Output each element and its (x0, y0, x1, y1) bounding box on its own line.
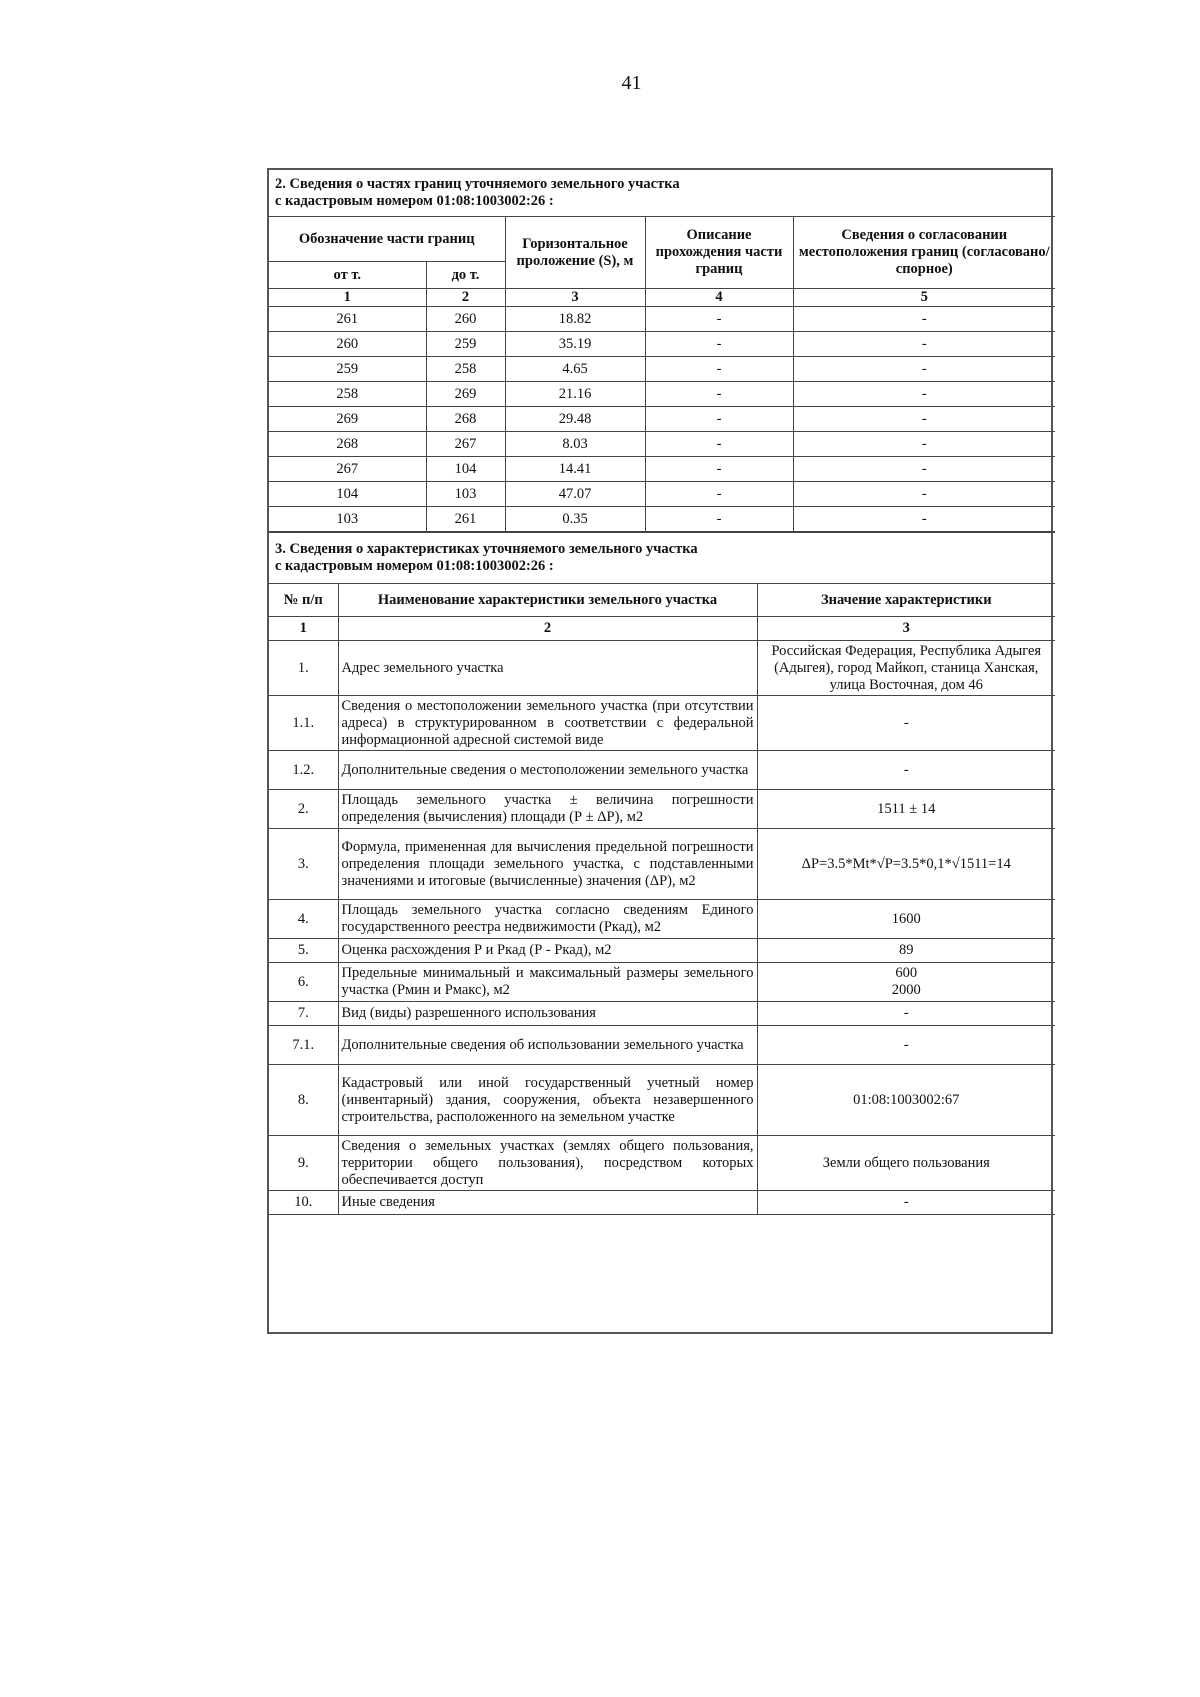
cell-num: 7.1. (269, 1026, 338, 1065)
cell-agree: - (793, 382, 1055, 407)
cell-num: 2. (269, 790, 338, 829)
boundary-row (269, 507, 1055, 532)
cell-desc: - (645, 432, 793, 457)
boundary-row (269, 357, 1055, 382)
cell-desc: - (645, 482, 793, 507)
cell-value (757, 900, 1055, 939)
cell-from: 259 (269, 357, 426, 382)
characteristic-row (269, 1136, 1055, 1191)
col-number: 3 (757, 617, 1055, 641)
boundary-row (269, 307, 1055, 332)
characteristic-row (269, 641, 1055, 696)
characteristic-row (269, 963, 1055, 1002)
cell-name: Сведения о земельных участках (землях общего пользования, территории общего пользования), посредством которых обеспечивается доступ (338, 1136, 757, 1191)
cell-name: Вид (виды) разрешенного использования (338, 1002, 757, 1026)
cell-name: Иные сведения (338, 1191, 757, 1215)
cell-name: Кадастровый или иной государственный учетный номер (инвентарный) здания, сооружения, объекта незавершенного строительства, расположенного на земельном участке (338, 1065, 757, 1136)
cell-value-text: 01:08:1003002:67 (853, 1091, 960, 1108)
page-number: 41 (621, 72, 642, 94)
header-name: Наименование характеристики земельного участка (338, 584, 757, 617)
characteristic-row (269, 1065, 1055, 1136)
characteristic-row (269, 1026, 1055, 1065)
cell-name: Формула, примененная для вычисления предельной погрешности определения площади земельного участка, с подставленными значениями и итоговые (вычисленные) значения (ΔР), м2 (338, 829, 757, 900)
cell-desc: - (645, 357, 793, 382)
cell-name: Предельные минимальный и максимальный размеры земельного участка (Рмин и Рмакс), м2 (338, 963, 757, 1002)
characteristic-row (269, 829, 1055, 900)
cell-agree: - (793, 332, 1055, 357)
cell-value (757, 963, 1055, 1002)
cell-agree: - (793, 507, 1055, 532)
characteristic-row (269, 939, 1055, 963)
cell-to: 261 (426, 507, 505, 532)
col-number: 2 (338, 617, 757, 641)
cell-desc: - (645, 332, 793, 357)
boundary-parts-table (269, 170, 1055, 532)
cell-name: Дополнительные сведения о местоположении земельного участка (338, 751, 757, 790)
header-to: до т. (426, 262, 505, 289)
cell-num: 6. (269, 963, 338, 1002)
cell-s: 35.19 (505, 332, 645, 357)
boundary-row (269, 382, 1055, 407)
cell-value-text: - (903, 761, 909, 778)
document-frame (267, 168, 1053, 1334)
cell-from: 261 (269, 307, 426, 332)
cell-desc: - (645, 407, 793, 432)
section3-title-line2: с кадастровым номером 01:08:1003002:26 : (275, 558, 554, 574)
cell-value-text: ΔР=3.5*Mt*√P=3.5*0,1*√1511=14 (801, 855, 1011, 872)
cell-value-text: 1511 ± 14 (877, 800, 936, 817)
cell-s: 14.41 (505, 457, 645, 482)
cell-agree: - (793, 482, 1055, 507)
cell-num: 8. (269, 1065, 338, 1136)
characteristics-table (269, 532, 1055, 1275)
section3-title-line1: 3. Сведения о характеристиках уточняемого земельного участка (275, 541, 698, 557)
cell-desc: - (645, 307, 793, 332)
cell-value (757, 696, 1055, 751)
cell-name: Адрес земельного участка (338, 641, 757, 696)
header-num: № п/п (269, 584, 338, 617)
cell-name: Сведения о местоположении земельного участка (при отсутствии адреса) в структурированном в соответствии с федеральной информационной адресной системой виде (338, 696, 757, 751)
cell-s: 8.03 (505, 432, 645, 457)
cell-from: 267 (269, 457, 426, 482)
cell-value (757, 641, 1055, 696)
characteristic-row (269, 1002, 1055, 1026)
cell-to: 267 (426, 432, 505, 457)
cell-from: 104 (269, 482, 426, 507)
cell-value (757, 1026, 1055, 1065)
header-agreement: Сведения о согласовании местоположения границ (согласовано/спорное) (793, 217, 1055, 289)
cell-agree: - (793, 432, 1055, 457)
cell-desc: - (645, 382, 793, 407)
cell-num: 10. (269, 1191, 338, 1215)
cell-value (757, 1002, 1055, 1026)
header-value: Значение характеристики (757, 584, 1055, 617)
cell-desc: - (645, 507, 793, 532)
cell-to: 269 (426, 382, 505, 407)
cell-num: 1.2. (269, 751, 338, 790)
cell-to: 260 (426, 307, 505, 332)
header-boundary-part: Обозначение части границ (269, 217, 505, 262)
cell-from: 269 (269, 407, 426, 432)
col-number: 2 (426, 289, 505, 307)
col-number: 1 (269, 617, 338, 641)
characteristic-row (269, 696, 1055, 751)
header-horizontal: Горизонтальное проложение (S), м (505, 217, 645, 289)
cell-to: 258 (426, 357, 505, 382)
characteristic-row (269, 790, 1055, 829)
cell-to: 268 (426, 407, 505, 432)
col-number: 4 (645, 289, 793, 307)
cell-value-text: - (903, 1005, 909, 1021)
cell-value (757, 939, 1055, 963)
cell-s: 21.16 (505, 382, 645, 407)
characteristic-row (269, 1191, 1055, 1215)
cell-from: 260 (269, 332, 426, 357)
cell-from: 258 (269, 382, 426, 407)
cell-s: 0.35 (505, 507, 645, 532)
cell-value-text: Земли общего пользования (822, 1154, 990, 1171)
characteristic-row (269, 900, 1055, 939)
cell-agree: - (793, 307, 1055, 332)
col-number: 1 (269, 289, 426, 307)
cell-from: 103 (269, 507, 426, 532)
boundary-row (269, 457, 1055, 482)
cell-value (757, 1191, 1055, 1215)
empty-footer-cell (269, 1215, 1055, 1276)
cell-value (757, 790, 1055, 829)
cell-num: 7. (269, 1002, 338, 1026)
cell-from: 268 (269, 432, 426, 457)
cell-value-text: 1600 (891, 910, 921, 927)
cell-num: 3. (269, 829, 338, 900)
cell-value-text: Российская Федерация, Республика Адыгея (Адыгея), город Майкоп, станица Ханская, улица Восточная, дом 46 (771, 642, 1042, 693)
cell-name: Оценка расхождения Р и Ркад (Р - Ркад), м2 (338, 939, 757, 963)
cell-value (757, 751, 1055, 790)
cell-num: 4. (269, 900, 338, 939)
cell-num: 5. (269, 939, 338, 963)
cell-to: 104 (426, 457, 505, 482)
cell-name: Дополнительные сведения об использовании земельного участка (338, 1026, 757, 1065)
cell-value-text-2: 2000 (891, 982, 921, 998)
cell-agree: - (793, 357, 1055, 382)
cell-num: 1.1. (269, 696, 338, 751)
section3-title (269, 533, 1055, 584)
cell-s: 47.07 (505, 482, 645, 507)
header-from: от т. (269, 262, 426, 289)
boundary-row (269, 332, 1055, 357)
cell-agree: - (793, 407, 1055, 432)
boundary-row (269, 432, 1055, 457)
cell-agree: - (793, 457, 1055, 482)
cell-value (757, 829, 1055, 900)
cell-s: 18.82 (505, 307, 645, 332)
header-description: Описание прохождения части границ (645, 217, 793, 289)
cell-value-text: 600 (895, 965, 918, 981)
cell-s: 29.48 (505, 407, 645, 432)
section2-title (269, 170, 1055, 217)
boundary-row (269, 482, 1055, 507)
cell-value-text: - (903, 714, 909, 731)
characteristic-row (269, 751, 1055, 790)
cell-desc: - (645, 457, 793, 482)
cell-value (757, 1065, 1055, 1136)
cell-value-text: - (903, 1036, 909, 1053)
cell-s: 4.65 (505, 357, 645, 382)
section2-title-line1: 2. Сведения о частях границ уточняемого земельного участка (275, 176, 680, 192)
cell-to: 103 (426, 482, 505, 507)
cell-num: 1. (269, 641, 338, 696)
cell-value (757, 1136, 1055, 1191)
cell-name: Площадь земельного участка ± величина погрешности определения (вычисления) площади (Р ± ΔР), м2 (338, 790, 757, 829)
cell-name: Площадь земельного участка согласно сведениям Единого государственного реестра недвижимости (Ркад), м2 (338, 900, 757, 939)
section2-title-line2: с кадастровым номером 01:08:1003002:26 : (275, 193, 554, 209)
boundary-row (269, 407, 1055, 432)
cell-value-text: - (903, 1194, 909, 1210)
col-number: 5 (793, 289, 1055, 307)
cell-to: 259 (426, 332, 505, 357)
cell-num: 9. (269, 1136, 338, 1191)
col-number: 3 (505, 289, 645, 307)
cell-value-text: 89 (899, 942, 914, 958)
